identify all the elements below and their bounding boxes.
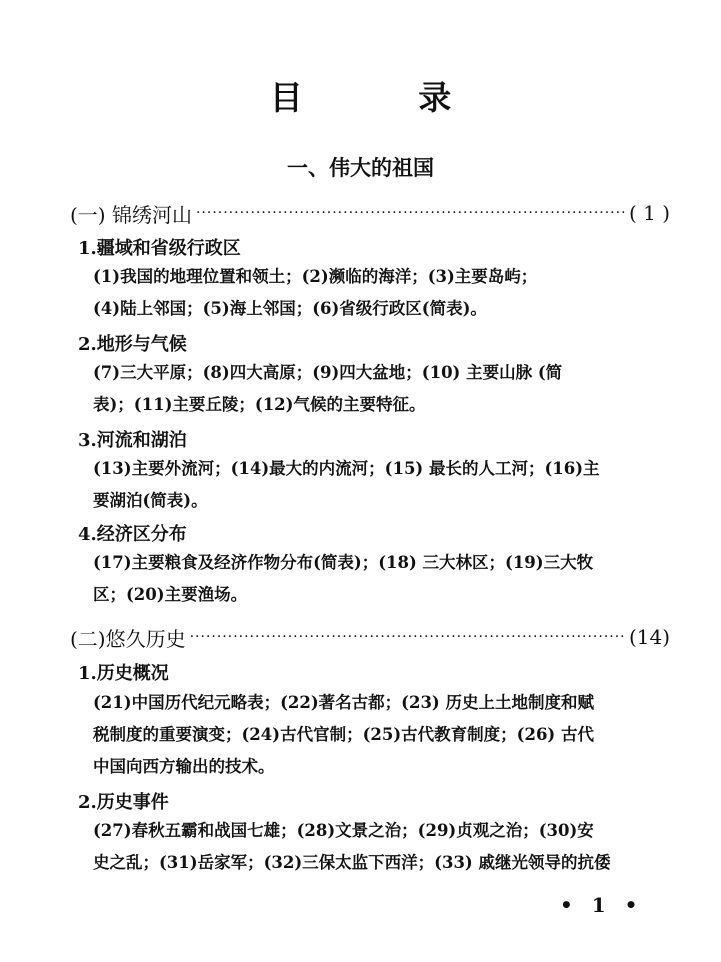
- item-line: 中国向西方输出的技术。: [93, 757, 275, 776]
- item-line: 史之乱；(31)岳家军；(32)三保太监下西洋；(33) 戚继光领导的抗倭: [93, 853, 611, 872]
- page-title: 目 录: [269, 78, 504, 117]
- subsection-items: [93, 547, 668, 611]
- subsection-items: [93, 357, 668, 421]
- subsection-title: 2.地形与气候: [78, 334, 187, 355]
- item-line: 区；(20)主要渔场。: [93, 585, 248, 604]
- subsection-items: [93, 815, 668, 879]
- subsection-items: [93, 687, 668, 783]
- part-title: 一、伟大的祖国: [287, 155, 434, 180]
- item-line: 要湖泊(简表)。: [93, 491, 208, 510]
- section-page-ref: (14): [628, 625, 670, 649]
- item-line: (13)主要外流河；(14)最大的内流河；(15) 最长的人工河；(16)主: [93, 459, 600, 478]
- item-line: 表)；(11)主要丘陵；(12)气候的主要特征。: [93, 395, 426, 414]
- page-number: • 1 •: [560, 893, 644, 917]
- subsection-items: [93, 453, 668, 517]
- item-line: (17)主要粮食及经济作物分布(简表)；(18) 三大林区；(19)三大牧: [93, 553, 594, 572]
- section-title: (一) 锦绣河山: [70, 202, 192, 227]
- dot-leader: [190, 629, 625, 645]
- subsection-title: 3.河流和湖泊: [78, 430, 187, 451]
- toc-section-1: [70, 197, 670, 229]
- subsection-title: 1.历史概况: [78, 663, 169, 684]
- section-title: (二)悠久历史: [70, 626, 186, 651]
- subsection-title: 2.历史事件: [78, 792, 169, 813]
- item-line: (4)陆上邻国；(5)海上邻国；(6)省级行政区(简表)。: [93, 299, 487, 318]
- dot-leader: [196, 205, 625, 221]
- toc-section-2: [70, 621, 670, 653]
- item-line: (1)我国的地理位置和领土；(2)濒临的海洋；(3)主要岛屿；: [93, 267, 538, 286]
- item-line: (21)中国历代纪元略表；(22)著名古都；(23) 历史上土地制度和赋: [93, 693, 594, 712]
- subsection-title: 1.疆域和省级行政区: [78, 238, 241, 259]
- subsection-title: 4.经济区分布: [78, 524, 187, 545]
- item-line: 税制度的重要演变；(24)古代官制；(25)古代教育制度；(26) 古代: [93, 725, 594, 744]
- item-line: (7)三大平原；(8)四大高原；(9)四大盆地；(10) 主要山脉 (简: [93, 363, 563, 382]
- section-page-ref: ( 1 ): [628, 201, 670, 225]
- item-line: (27)春秋五霸和战国七雄；(28)文景之治；(29)贞观之治；(30)安: [93, 821, 594, 840]
- subsection-items: [93, 261, 668, 325]
